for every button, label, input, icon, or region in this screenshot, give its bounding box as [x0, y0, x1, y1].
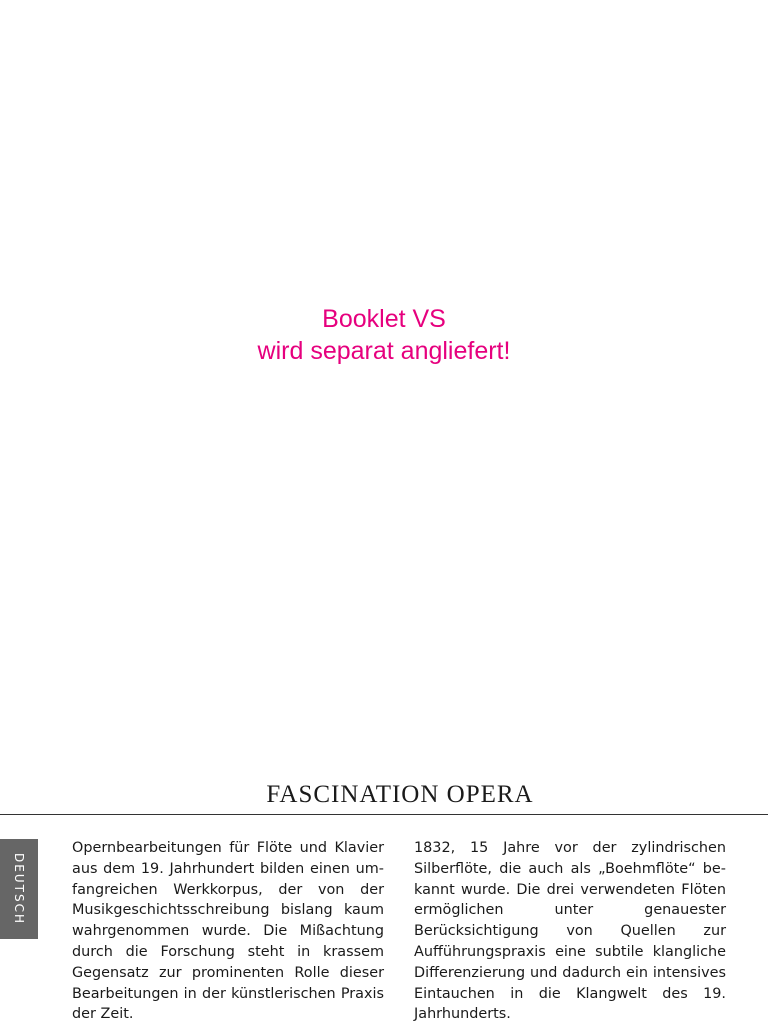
body-text-right-column: 1832, 15 Jahre vor der zylindrischen Silberflöte, die auch als „Boehmflöte“ bekannt wurde. Die drei verwendeten Flöten ermöglichen unter genauester Berücksichtigung von Quellen zur Aufführungspraxis eine subtile klangliche Differenzierung und dadurch ein intensives Eintauchen in die Klangwelt des 19. Jahrhunderts. [414, 840, 726, 1023]
body-text-left-column: Opernbearbeitungen für Flöte und Klavier aus dem 19. Jahrhundert bilden einen umfangreichen Werkkorpus, der von der Musikgeschichtsschreibung bislang kaum wahrgenommen wurde. Die Mißachtung durch die Forschung steht in krassem Gegensatz zur prominenten Rolle dieser Bearbeitungen in der künstlerischen Praxis der Zeit. [72, 840, 384, 1023]
section-title: FASCINATION OPERA [266, 781, 534, 808]
placeholder-line-1: Booklet VS [322, 305, 446, 333]
language-tab [0, 839, 38, 939]
placeholder-line-2: wird separat angliefert! [257, 337, 511, 365]
title-divider [0, 814, 768, 815]
language-tab-label: DEUTSCH [12, 853, 26, 925]
booklet-placeholder-note [0, 303, 768, 367]
